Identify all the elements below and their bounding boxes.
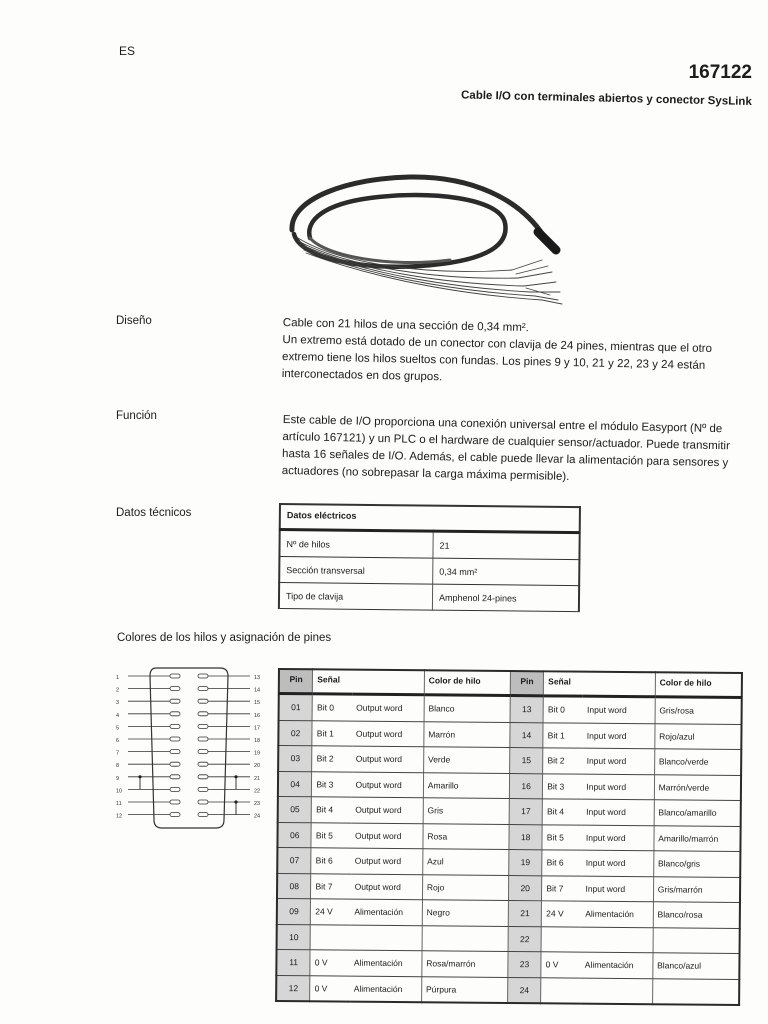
bit-cell: Bit 6	[542, 850, 582, 876]
wire-color-cell	[653, 927, 740, 953]
pin-cell: 16	[509, 773, 543, 799]
electrical-data-header: Datos eléctricos	[280, 504, 580, 533]
bit-cell: Bit 5	[542, 824, 582, 850]
pin-section-title: Colores de los hilos y asignación de pines	[117, 632, 332, 644]
wire-color-cell: Gris	[423, 798, 509, 824]
signal-cell: Output word	[351, 874, 423, 900]
wire-color-cell: Verde	[423, 747, 509, 773]
wire-color-cell: Marrón/verde	[654, 774, 741, 800]
signal-cell: Input word	[581, 876, 653, 902]
bit-cell: Bit 4	[312, 797, 352, 823]
pin-label: 12	[116, 813, 123, 820]
bit-cell: 24 V	[542, 901, 582, 927]
pin-contact	[170, 813, 180, 817]
pin-label: 1	[116, 675, 120, 681]
pin-label: 17	[254, 725, 261, 732]
pin-label: 23	[254, 801, 261, 807]
wire-color-cell	[652, 978, 739, 1005]
pin-contact	[170, 775, 180, 779]
pin-contact	[170, 687, 180, 691]
pin-cell: 14	[510, 722, 544, 748]
pin-contact	[170, 787, 180, 791]
bit-cell: 0 V	[310, 950, 350, 976]
bit-cell: Bit 0	[312, 694, 352, 721]
pin-label: 4	[116, 712, 120, 719]
bit-cell: Bit 0	[543, 696, 583, 723]
pin-assignment-table	[275, 668, 743, 1006]
signal-cell: Alimentación	[350, 950, 422, 976]
signal-cell: Alimentación	[581, 952, 653, 978]
bridge-dot	[138, 775, 141, 778]
cable-photo	[280, 168, 570, 306]
signal-cell: Alimentación	[350, 976, 422, 1003]
pin-label: 3	[116, 700, 120, 707]
bit-cell: 0 V	[310, 975, 350, 1001]
wire-color-cell: Gris/marrón	[653, 876, 740, 902]
bit-cell: 0 V	[541, 952, 581, 978]
signal-cell: Input word	[582, 799, 654, 825]
pin-label: 16	[254, 712, 261, 719]
signal-header: Señal	[313, 669, 425, 694]
pin-cell: 24	[508, 977, 542, 1003]
pin-contact	[198, 750, 208, 754]
article-number: 167122	[688, 62, 752, 83]
value-cell: Amphenol 24-pines	[432, 584, 579, 612]
pin-cell: 23	[508, 952, 542, 978]
wire-color-cell: Marrón	[424, 721, 510, 747]
signal-cell	[350, 925, 422, 951]
wire-color-cell: Blanco/gris	[653, 851, 740, 877]
wire-color-cell: Rosa	[423, 823, 509, 849]
signal-cell: Output word	[351, 772, 423, 798]
pin-label: 8	[116, 763, 120, 770]
connector-shell	[150, 668, 228, 828]
pin-contact	[198, 674, 208, 678]
pin-cell: 01	[279, 694, 313, 721]
bit-cell: Bit 7	[542, 875, 582, 901]
param-cell: Sección transversal	[279, 557, 433, 585]
function-label: Función	[116, 410, 157, 422]
signal-cell	[580, 978, 652, 1005]
pin-cell: 15	[510, 748, 544, 774]
pin-cell: 09	[277, 898, 311, 924]
pin-label: 18	[254, 738, 261, 744]
pin-contact	[170, 674, 180, 678]
design-label: Diseño	[116, 315, 152, 327]
pin-cell: 17	[509, 799, 543, 825]
pin-cell: 13	[510, 696, 544, 723]
bit-cell	[310, 924, 350, 950]
pin-contact	[198, 687, 208, 691]
pin-label: 6	[116, 738, 120, 744]
bit-cell: 24 V	[311, 899, 351, 925]
pin-cell: 18	[509, 824, 543, 850]
pin-label: 5	[116, 725, 120, 732]
pin-contact	[170, 800, 180, 804]
pin-cell: 04	[278, 771, 312, 797]
table-row	[277, 898, 740, 928]
pin-label: 20	[254, 763, 261, 770]
signal-cell: Alimentación	[581, 901, 653, 927]
pin-label: 19	[254, 750, 261, 757]
param-cell: Nº de hilos	[279, 530, 433, 559]
pin-contact	[170, 699, 180, 703]
wire-color-cell: Blanco/verde	[654, 749, 741, 775]
color-header: Color de hilo	[655, 672, 742, 697]
signal-cell: Input word	[583, 696, 655, 723]
signal-cell: Output word	[351, 823, 423, 849]
wire-color-cell: Blanco/rosa	[653, 902, 740, 928]
pin-label: 22	[254, 788, 261, 795]
tech-data-label: Datos técnicos	[116, 507, 192, 519]
signal-header: Señal	[544, 671, 656, 696]
wire-color-cell: Azul	[423, 849, 509, 875]
table-row	[278, 746, 741, 776]
pin-label: 10	[116, 788, 123, 795]
wire-color-cell: Púrpura	[421, 976, 507, 1003]
table-row	[277, 924, 740, 954]
design-text-line1: Cable con 21 hilos de una sección de 0,34 mm².	[282, 316, 530, 335]
language-code: ES	[119, 44, 136, 58]
pin-cell: 11	[276, 949, 310, 975]
pin-cell: 03	[278, 746, 312, 772]
product-title: Cable I/O con terminales abiertos y conector SysLink	[461, 89, 753, 108]
table-row	[279, 557, 579, 586]
bridge-dot	[234, 800, 237, 803]
pin-label: 21	[254, 775, 261, 782]
bit-cell: Bit 5	[311, 822, 351, 848]
wire-color-cell: Rojo/azul	[655, 723, 742, 749]
signal-cell: Output word	[351, 797, 423, 823]
pin-label: 9	[116, 775, 120, 782]
pin-label: 7	[116, 750, 120, 757]
pin-contact	[198, 737, 208, 741]
signal-cell: Alimentación	[350, 899, 422, 925]
bit-cell: Bit 3	[312, 771, 352, 797]
bit-cell	[541, 926, 581, 952]
pin-cell: 21	[508, 901, 542, 927]
wire-color-cell: Negro	[422, 900, 508, 926]
pin-contact	[170, 737, 180, 741]
color-header: Color de hilo	[424, 670, 510, 695]
design-text-line2: Un extremo está dotado de un conector con clavija de 24 pines, mientras que el otro extremo tiene los hilos sueltos con fundas. Los pines 9 y 10, 21 y 22, 23 y 24 están interconectados en dos grupos.	[281, 333, 713, 384]
table-row	[279, 583, 579, 612]
bit-cell: Bit 2	[312, 746, 352, 772]
signal-cell: Input word	[582, 825, 654, 851]
signal-cell: Input word	[582, 850, 654, 876]
bit-cell: Bit 3	[543, 773, 583, 799]
function-text: Este cable de I/O proporciona una conexión universal entre el módulo Easyport (Nº de artículo 167121) y un PLC o el hardware de cualquier sensor/actuador. Puede transmitir hasta 16 señales de I/O. Además, el cable puede llevar la alimentación para sensores y actuadores (no sobrepasar la carga máxima permisible).	[281, 413, 730, 484]
signal-cell: Output word	[351, 848, 423, 874]
pin-header: Pin	[279, 669, 313, 694]
signal-cell: Output word	[352, 694, 424, 721]
pin-contact	[198, 813, 208, 817]
signal-cell	[581, 927, 653, 953]
table-row	[278, 720, 741, 750]
bit-cell	[541, 977, 581, 1003]
table-row	[276, 949, 739, 979]
pin-cell: 20	[508, 875, 542, 901]
connector-pinout-diagram	[112, 660, 272, 832]
pin-contact	[198, 712, 208, 716]
wire-color-cell: Rojo	[422, 874, 508, 900]
wire-color-cell	[422, 925, 508, 951]
pin-cell: 10	[277, 924, 311, 950]
table-row	[279, 530, 579, 560]
pin-contact	[170, 762, 180, 766]
pin-label: 2	[116, 687, 120, 694]
pin-contact	[198, 724, 208, 728]
pin-contact	[198, 699, 208, 703]
pin-contact	[170, 724, 180, 728]
pin-contact	[198, 787, 208, 791]
pin-label: 13	[254, 675, 261, 681]
pin-contact	[198, 762, 208, 766]
bridge-dot	[234, 775, 237, 778]
bit-cell: Bit 4	[542, 799, 582, 825]
signal-cell: Input word	[582, 774, 654, 800]
pin-header: Pin	[510, 671, 544, 696]
wire-color-cell: Rosa/marrón	[422, 951, 508, 977]
pin-label: 11	[116, 801, 122, 807]
pin-cell: 12	[276, 975, 310, 1001]
signal-cell: Input word	[583, 723, 655, 749]
wire-color-cell: Blanco	[424, 695, 510, 722]
bit-cell: Bit 2	[543, 748, 583, 774]
pin-cell: 02	[278, 720, 312, 746]
pin-label: 24	[254, 813, 261, 820]
signal-cell: Output word	[352, 721, 424, 747]
design-text	[282, 315, 753, 393]
pin-contact	[198, 800, 208, 804]
pin-cell: 06	[277, 822, 311, 848]
pin-cell: 19	[509, 850, 543, 876]
pin-contact	[170, 750, 180, 754]
bit-cell: Bit 1	[543, 722, 583, 748]
bit-cell: Bit 1	[312, 720, 352, 746]
bit-cell: Bit 7	[311, 873, 351, 899]
pin-label: 15	[254, 700, 261, 707]
signal-cell: Output word	[352, 746, 424, 772]
value-cell: 0,34 mm²	[433, 558, 580, 586]
pin-cell: 08	[277, 873, 311, 899]
param-cell: Tipo de clavija	[279, 583, 433, 611]
wire-color-cell: Blanco/azul	[653, 953, 740, 979]
pin-contact	[170, 712, 180, 716]
signal-cell: Input word	[582, 748, 654, 774]
pin-cell: 22	[508, 926, 542, 952]
wire-color-cell: Blanco/amarillo	[654, 800, 741, 826]
pin-label: 14	[254, 687, 261, 694]
pin-contact	[198, 775, 208, 779]
table-row	[276, 975, 739, 1005]
pin-cell: 05	[278, 797, 312, 823]
pin-cell: 07	[277, 848, 311, 874]
table-row	[279, 694, 742, 725]
wire-color-cell: Gris/rosa	[655, 697, 742, 724]
bit-cell: Bit 6	[311, 848, 351, 874]
wire-color-cell: Amarillo	[423, 772, 509, 798]
table-row	[278, 771, 741, 801]
wire-color-cell: Amarillo/marrón	[654, 825, 741, 851]
value-cell: 21	[433, 531, 580, 560]
electrical-data-table	[278, 503, 581, 612]
